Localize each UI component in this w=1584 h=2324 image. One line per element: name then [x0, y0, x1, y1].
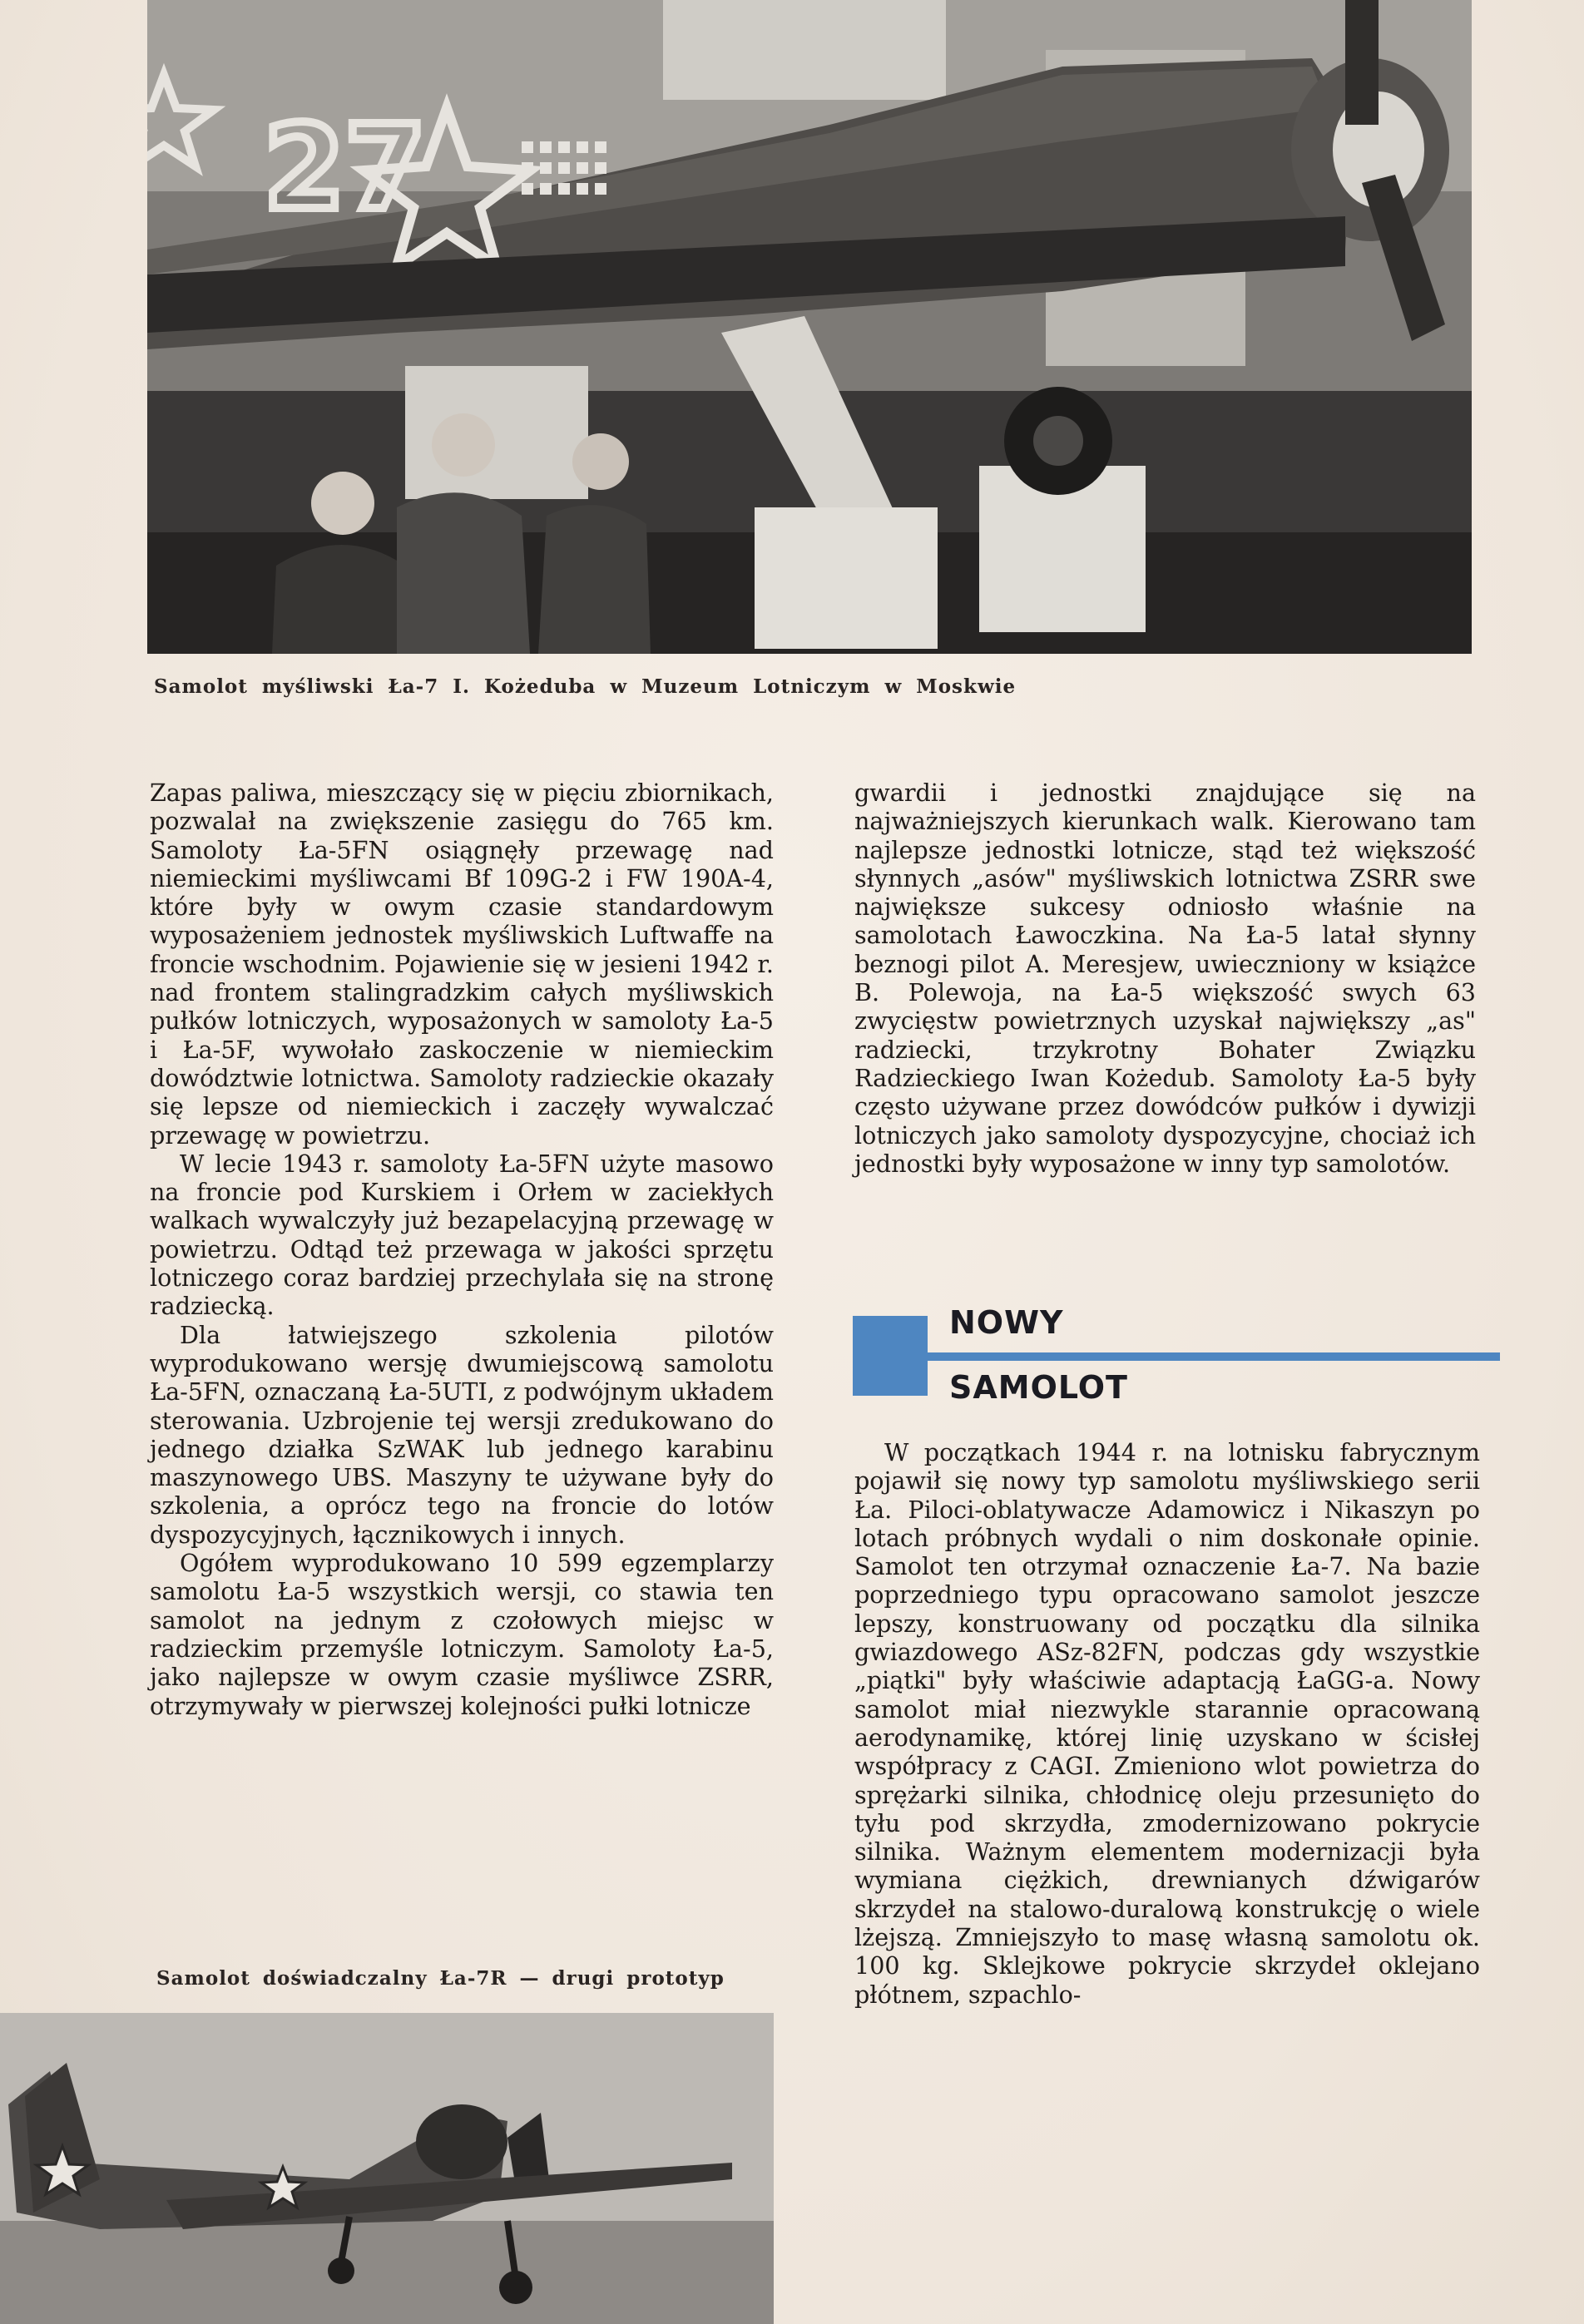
heading-line-2: SAMOLOT — [949, 1369, 1128, 1406]
heading-accent-rule — [928, 1352, 1500, 1361]
article-right-column-top — [854, 779, 1476, 1178]
prototype-aircraft-photo — [0, 2013, 774, 2324]
section-heading — [853, 1304, 1481, 1406]
heading-accent-block — [853, 1316, 928, 1396]
left-paragraph-4: Ogółem wyprodukowano 10 599 egzemplarzy samolotu Ła-5 wszystkich wersji, co stawia ten samolot na jednym z czołowych miejsc w radzieckim przemyśle lotniczym. Samoloty Ła-5, jako najlepsze w owym czasie myśliwce ZSRR, otrzymywały w pierwszej kolejności pułki lotnicze — [150, 1549, 774, 1720]
tail-number-27: 27 — [264, 101, 426, 236]
heading-line-1: NOWY — [949, 1304, 1064, 1341]
left-paragraph-2: W lecie 1943 r. samoloty Ła-5FN użyte masowo na froncie pod Kurskiem i Orłem w zaciekłych walkach wywalczyły już bezapelacyjną przewagę w powietrzu. Odtąd też przewaga w jakości sprzętu lotniczego coraz bardziej przechylała się na stronę radziecką. — [150, 1149, 774, 1321]
right-paragraph-1: gwardii i jednostki znajdujące się na najważniejszych kierunkach walk. Kierowano tam najlepsze jednostki lotnicze, stąd też większość słynnych „asów" myśliwskich lotnictwa ZSRR swe największe sukcesy odniosło właśnie na samolotach Ławoczkina. Na Ła-5 latał słynny beznogi pilot A. Meresjew, uwieczniony w książce B. Polewoja, na Ła-5 większość swych 63 zwycięstw powietrznych uzyskał największy „as" radziecki, trzykrotny Bohater Związku Radzieckiego Iwan Kożedub. Samoloty Ła-5 były często używane przez dowódców pułków i dywizji lotniczych jako samoloty dyspozycyjne, chociaż ich jednostki były wyposażone w inny typ samolotów. — [854, 779, 1476, 1178]
article-right-column-bottom — [854, 1438, 1480, 2009]
right-paragraph-2: W początkach 1944 r. na lotnisku fabrycznym pojawił się nowy typ samolotu myśliwskiego serii Ła. Piloci-oblatywacze Adamowicz i Nikaszyn po lotach próbnych wydali o nim doskonałe opinie. Samolot ten otrzymał oznaczenie Ła-7. Na bazie poprzedniego typu opracowano samolot jeszcze lepszy, konstruowany od początku dla silnika gwiazdowego ASz-82FN, podczas gdy wszystkie „piątki" były właściwie adaptacją ŁaGG-a. Nowy samolot miał niezwykle starannie opracowaną aerodynamikę, której linię uzyskano w ścisłej współpracy z CAGI. Zmieniono wlot powietrza do sprężarki silnika, chłodnicę oleju przesunięto do tyłu pod skrzydła, zmodernizowano pokrycie silnika. Ważnym elementem modernizacji była wymiana ciężkich, drewnianych dźwigarów skrzydeł na stalowo-duralową konstrukcję o wiele lżejszą. Zmniejszyło to masę własną samolotu ok. 100 kg. Sklejkowe pokrycie skrzydeł oklejano płótnem, szpachlo- — [854, 1438, 1480, 2009]
prototype-aircraft-illustration — [0, 2013, 774, 2324]
article-left-column — [150, 779, 774, 1720]
left-paragraph-3: Dla łatwiejszego szkolenia pilotów wyprodukowano wersję dwumiejscową samolotu Ła-5FN, oznaczaną Ła-5UTI, z podwójnym układem sterowania. Uzbrojenie tej wersji zredukowano do jednego działka SzWAK lub jednego karabinu maszynowego UBS. Maszyny te używane były do szkolenia, a oprócz tego na froncie do lotów dyspozycyjnych, łącznikowych i innych. — [150, 1320, 774, 1549]
bottom-photo-caption: Samolot doświadczalny Ła-7R — drugi prototyp — [156, 1967, 725, 1990]
museum-aircraft-illustration — [147, 0, 1472, 654]
left-paragraph-1: Zapas paliwa, mieszczący się w pięciu zbiornikach, pozwalał na zwiększenie zasięgu do 765 km. Samoloty Ła-5FN osiągnęły przewagę nad niemieckimi myśliwcami Bf 109G-2 i FW 190A-4, które były w owym czasie standardowym wyposażeniem jednostek myśliwskich Luftwaffe na froncie wschodnim. Pojawienie się w jesieni 1942 r. nad frontem stalingradzkim całych myśliwskich pułków lotniczych, wyposażonych w samoloty Ła-5 i Ła-5F, wywołało zaskoczenie w niemieckim dowództwie lotnictwa. Samoloty radzieckie okazały się lepsze od niemieckich i zaczęły wywalczać przewagę w powietrzu. — [150, 779, 774, 1150]
museum-aircraft-photo — [147, 0, 1472, 654]
top-photo-caption: Samolot myśliwski Ła-7 I. Kożeduba w Muzeum Lotniczym w Moskwie — [154, 675, 1017, 698]
